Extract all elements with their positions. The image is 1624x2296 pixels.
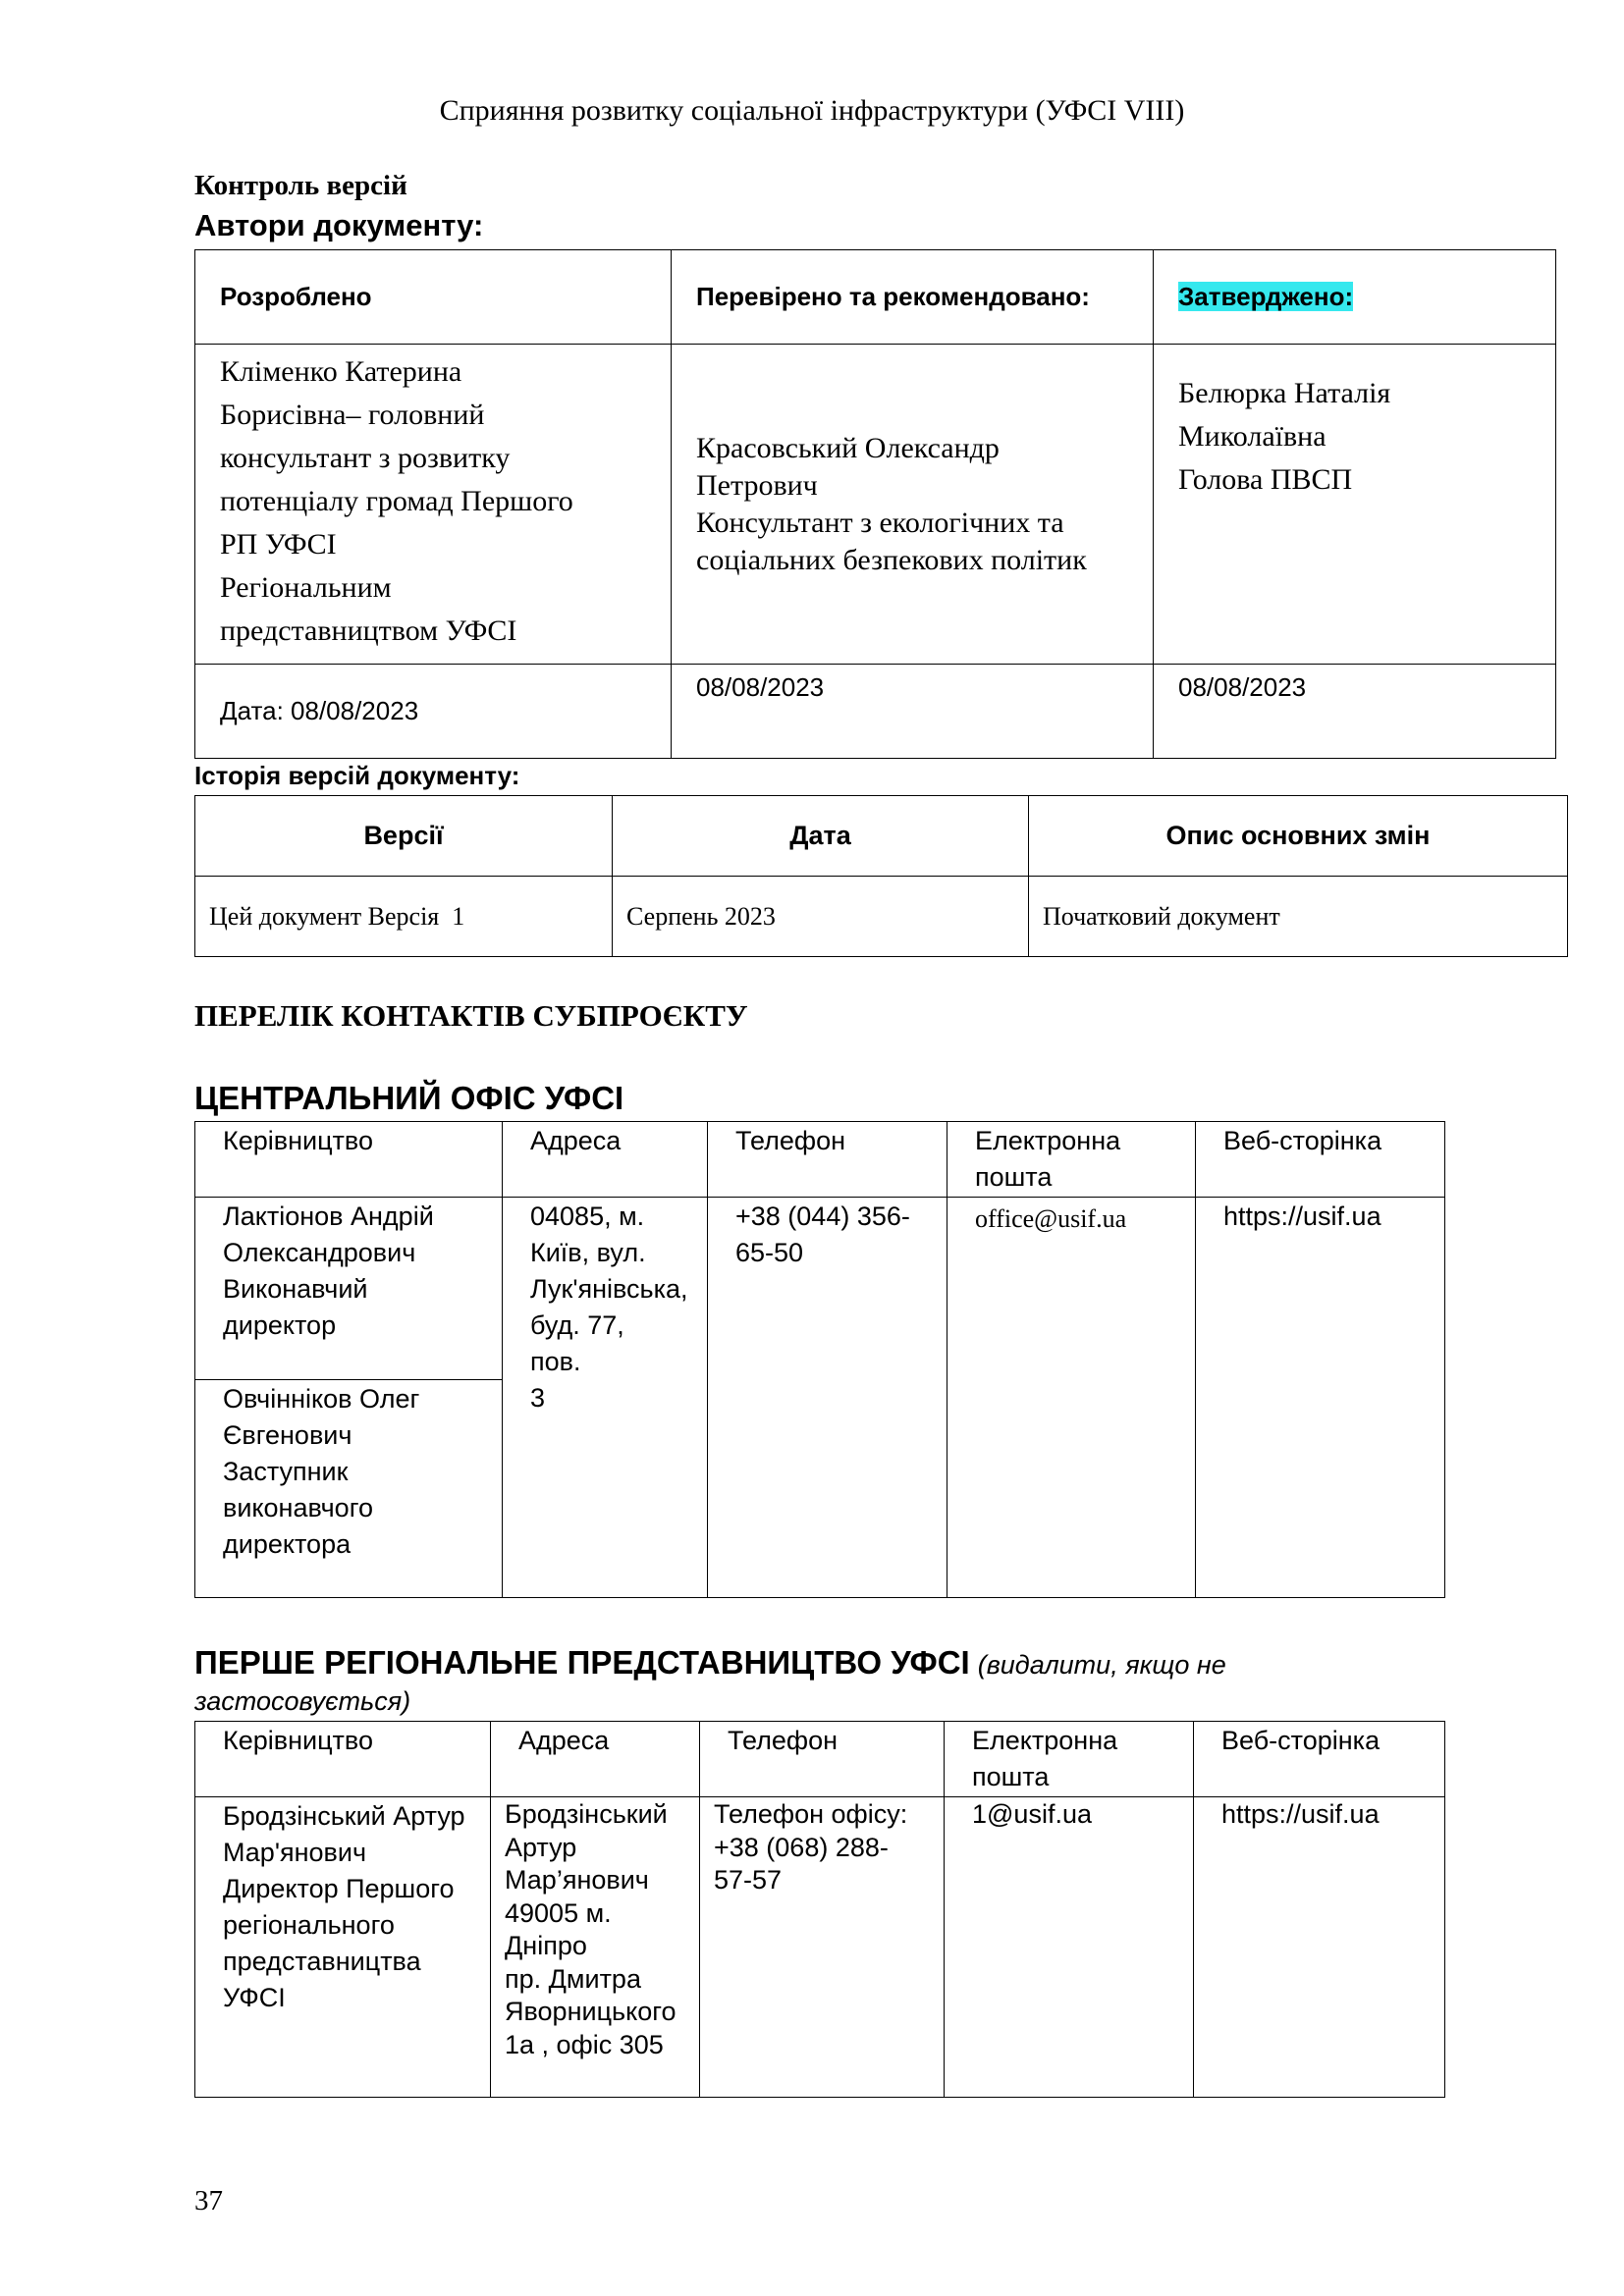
history-header-versions: Версії [195, 796, 613, 877]
history-table [194, 795, 1568, 957]
central-email[interactable]: office@usif.ua [947, 1198, 1196, 1598]
history-version: Цей документ Версія 1 [195, 877, 613, 957]
regional-office-note-continued: застосовується) [194, 1686, 411, 1716]
history-date: Серпень 2023 [613, 877, 1029, 957]
authors-header-developed [195, 250, 672, 345]
reviewer-date: 08/08/2023 [672, 665, 1154, 759]
regional-header-phone: Телефон [700, 1722, 945, 1797]
central-phone: +38 (044) 356- 65-50 [708, 1198, 947, 1598]
central-website-link[interactable]: https://usif.ua [1196, 1198, 1445, 1598]
author-approver: Белюрка Наталія Миколаївна Голова ПВСП [1154, 345, 1556, 665]
central-header-email: Електронна пошта [947, 1122, 1196, 1198]
central-header-web: Веб-сторінка [1196, 1122, 1445, 1198]
history-header-changes: Опис основних змін [1029, 796, 1568, 877]
author-developer: Кліменко Катерина Борисівна– головний консультант з розвитку потенціалу громад Першого РП УФСІ Регіональним представництвом УФСІ [195, 345, 672, 665]
authors-header-developed-label: Розроблено [220, 282, 372, 311]
authors-header-approved [1154, 250, 1556, 345]
regional-website-link[interactable]: https://usif.ua [1194, 1797, 1445, 2098]
authors-header-reviewed [672, 250, 1154, 345]
approved-highlight-label: Затверджено: [1178, 282, 1354, 311]
central-office-table [194, 1121, 1445, 1598]
central-header-address: Адреса [503, 1122, 708, 1198]
running-header: Сприяння розвитку соціальної інфраструктури (УФСІ VIII) [439, 94, 1185, 127]
central-header-management: Керівництво [195, 1122, 503, 1198]
version-control-heading: Контроль версій [194, 170, 407, 201]
regional-header-web: Веб-сторінка [1194, 1722, 1445, 1797]
regional-office-table [194, 1721, 1445, 2098]
regional-office-title: ПЕРШЕ РЕГІОНАЛЬНЕ ПРЕДСТАВНИЦТВО УФСІ [194, 1644, 970, 1681]
regional-office-heading [194, 1644, 1471, 1682]
author-reviewer: Красовський Олександр Петрович Консультант з екологічних та соціальних безпекових політик [672, 345, 1154, 665]
regional-phone: Телефон офісу: +38 (068) 288- 57-57 [700, 1797, 945, 2098]
authors-table [194, 249, 1556, 759]
history-description: Початковий документ [1029, 877, 1568, 957]
contacts-heading: ПЕРЕЛІК КОНТАКТІВ СУБПРОЄКТУ [194, 998, 748, 1033]
history-heading: Історія версій документу: [194, 761, 520, 790]
regional-header-email: Електронна пошта [945, 1722, 1194, 1797]
central-office-heading: ЦЕНТРАЛЬНИЙ ОФІС УФСІ [194, 1080, 624, 1116]
page-number: 37 [194, 2185, 223, 2216]
central-deputy-director: Овчінніков Олег Євгенович Заступник виконавчого директора [195, 1380, 503, 1598]
regional-header-address: Адреса [491, 1722, 700, 1797]
authors-header-reviewed-label: Перевірено та рекомендовано: [696, 282, 1090, 311]
developer-date: Дата: 08/08/2023 [195, 665, 672, 759]
regional-office-note: (видалити, якщо не [977, 1650, 1226, 1680]
regional-email[interactable]: 1@usif.ua [945, 1797, 1194, 2098]
approver-date: 08/08/2023 [1154, 665, 1556, 759]
regional-header-management: Керівництво [195, 1722, 491, 1797]
central-header-phone: Телефон [708, 1122, 947, 1198]
central-address: 04085, м. Київ, вул. Лук'янівська, буд. 77, пов. 3 [503, 1198, 708, 1598]
regional-address: Бродзінський Артур Мар’янович 49005 м. Дніпро пр. Дмитра Яворницького 1а , офіс 305 [491, 1797, 700, 2098]
regional-director: Бродзінський Артур Мар'янович Директор Першого регіонального представництва УФСІ [195, 1797, 491, 2098]
central-director: Лактіонов Андрій Олександрович Виконавчий директор [195, 1198, 503, 1380]
authors-heading: Автори документу: [194, 208, 484, 242]
history-header-date: Дата [613, 796, 1029, 877]
